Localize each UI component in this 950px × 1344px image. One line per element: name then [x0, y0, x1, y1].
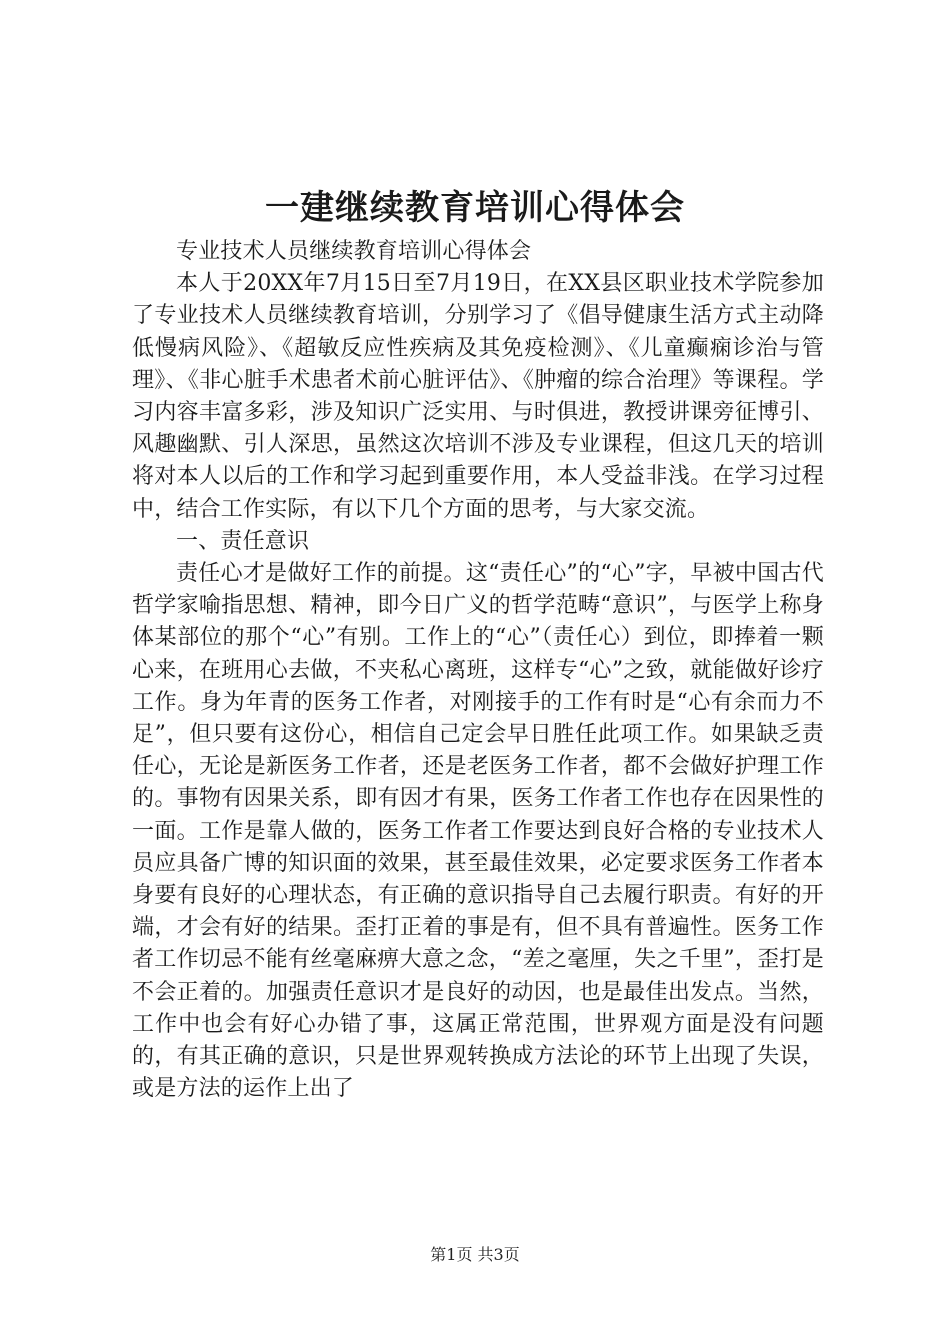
document-body: [132, 236, 824, 1105]
document-title: 一建继续教育培训心得体会: [265, 188, 685, 228]
page-number-footer: 第1页 共3页: [430, 1245, 520, 1264]
section-heading: 一、责任意识: [176, 528, 310, 554]
intro-paragraph: 本人于20XX年7月15日至7月19日，在XX县区职业技术学院参加了专业技术人员继续教育培训，分别学习了《倡导健康生活方式主动降低慢病风险》、《超敏反应性疾病及其免疫检测》、《儿童癫痫诊治与管理》、《非心脏手术患者术前心脏评估》、《肿瘤的综合治理》等课程。学习内容丰富多彩，涉及知识广泛实用、与时俱进，教授讲课旁征博引、风趣幽默、引人深思，虽然这次培训不涉及专业课程，但这几天的培训将对本人以后的工作和学习起到重要作用，本人受益非浅。在学习过程中，结合工作实际，有以下几个方面的思考，与大家交流。: [132, 271, 824, 522]
document-subtitle: 专业技术人员继续教育培训心得体会: [176, 239, 532, 264]
section-paragraph: 责任心才是做好工作的前提。这“责任心”的“心”字，早被中国古代哲学家喻指思想、精神，即今日广义的哲学范畴“意识”，与医学上称身体某部位的那个“心”有别。工作上的“心”（责任心）到位，即捧着一颗心来，在班用心去做，不夹私心离班，这样专“心”之致，就能做好诊疗工作。身为年青的医务工作者，对刚接手的工作有时是“心有余而力不足”，但只要有这份心，相信自己定会早日胜任此项工作。如果缺乏责任心，无论是新医务工作者，还是老医务工作者，都不会做好护理工作的。事物有因果关系，即有因才有果，医务工作者工作也存在因果性的一面。工作是靠人做的，医务工作者工作要达到良好合格的专业技术人员应具备广博的知识面的效果，甚至最佳效果，必定要求医务工作者本身要有良好的心理状态，有正确的意识指导自己去履行职责。有好的开端，才会有好的结果。歪打正着的事是有，但不具有普遍性。医务工作者工作切忌不能有丝毫麻痹大意之念，“差之毫厘，失之千里”，歪打是不会正着的。加强责任意识才是良好的动因，也是最佳出发点。当然，工作中也会有好心办错了事，这属正常范围，世界观方面是没有问题的，有其正确的意识，只是世界观转换成方法论的环节上出现了失误，或是方法的运作上出了: [132, 561, 824, 1102]
